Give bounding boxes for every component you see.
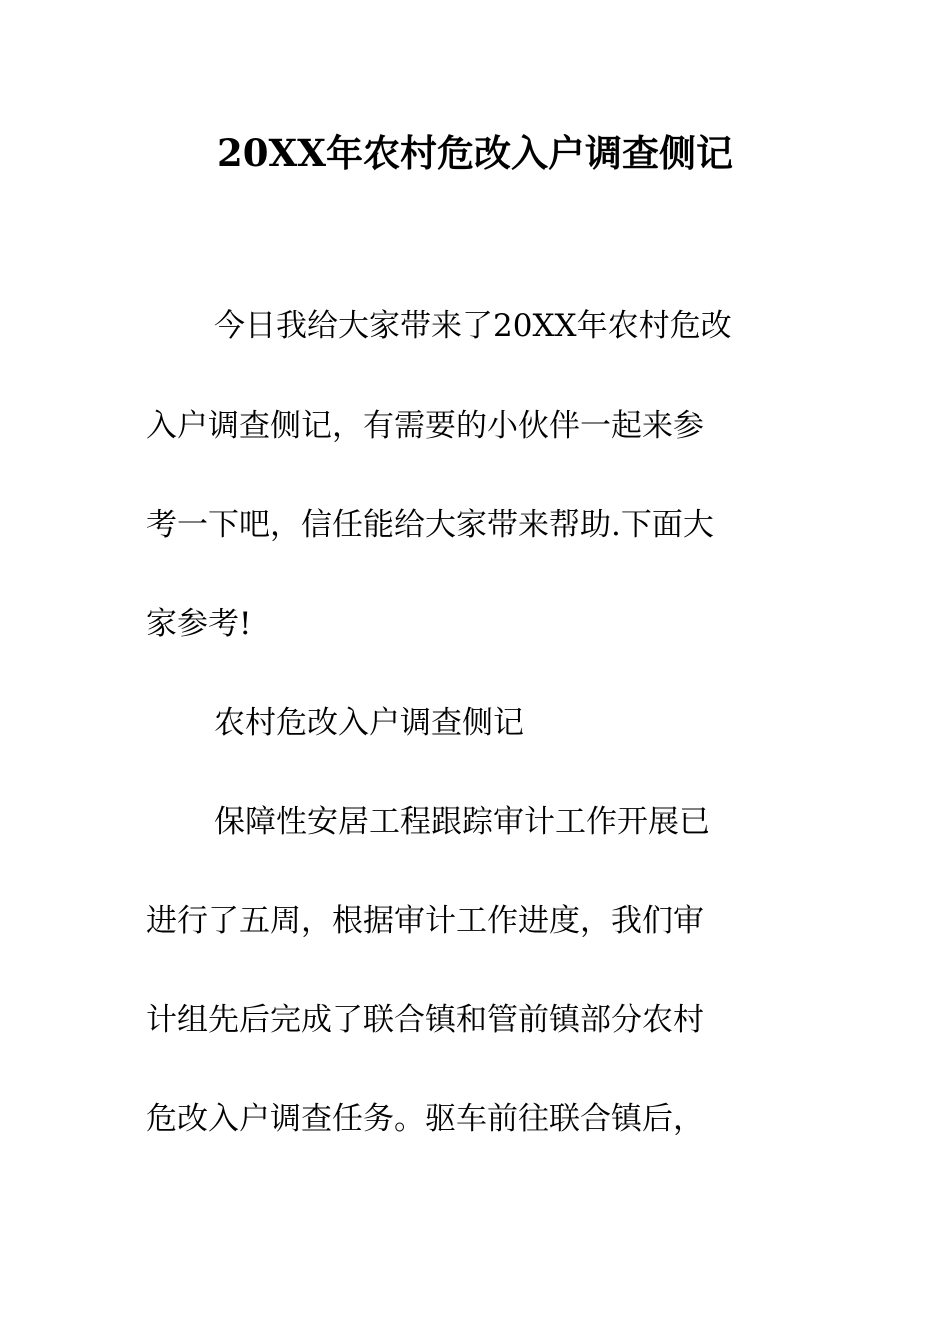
paragraph-line: 危改入户调查任务。驱车前往联合镇后， xyxy=(146,1101,704,1137)
paragraph-line: 入户调查侧记，有需要的小伙伴一起来参 xyxy=(146,408,704,444)
paragraph-line: 保障性安居工程跟踪审计工作开展已 xyxy=(214,804,710,840)
paragraph-line: 今日我给大家带来了20XX年农村危改 xyxy=(214,308,732,344)
section-heading: 农村危改入户调查侧记 xyxy=(214,705,524,741)
paragraph-line: 考一下吧，信任能给大家带来帮助.下面大 xyxy=(146,507,714,543)
document-title: 20XX年农村危改入户调查侧记 xyxy=(217,131,733,175)
paragraph-line: 计组先后完成了联合镇和管前镇部分农村 xyxy=(146,1002,704,1038)
paragraph-line: 家参考! xyxy=(146,606,252,642)
paragraph-line: 进行了五周，根据审计工作进度，我们审 xyxy=(146,903,704,939)
